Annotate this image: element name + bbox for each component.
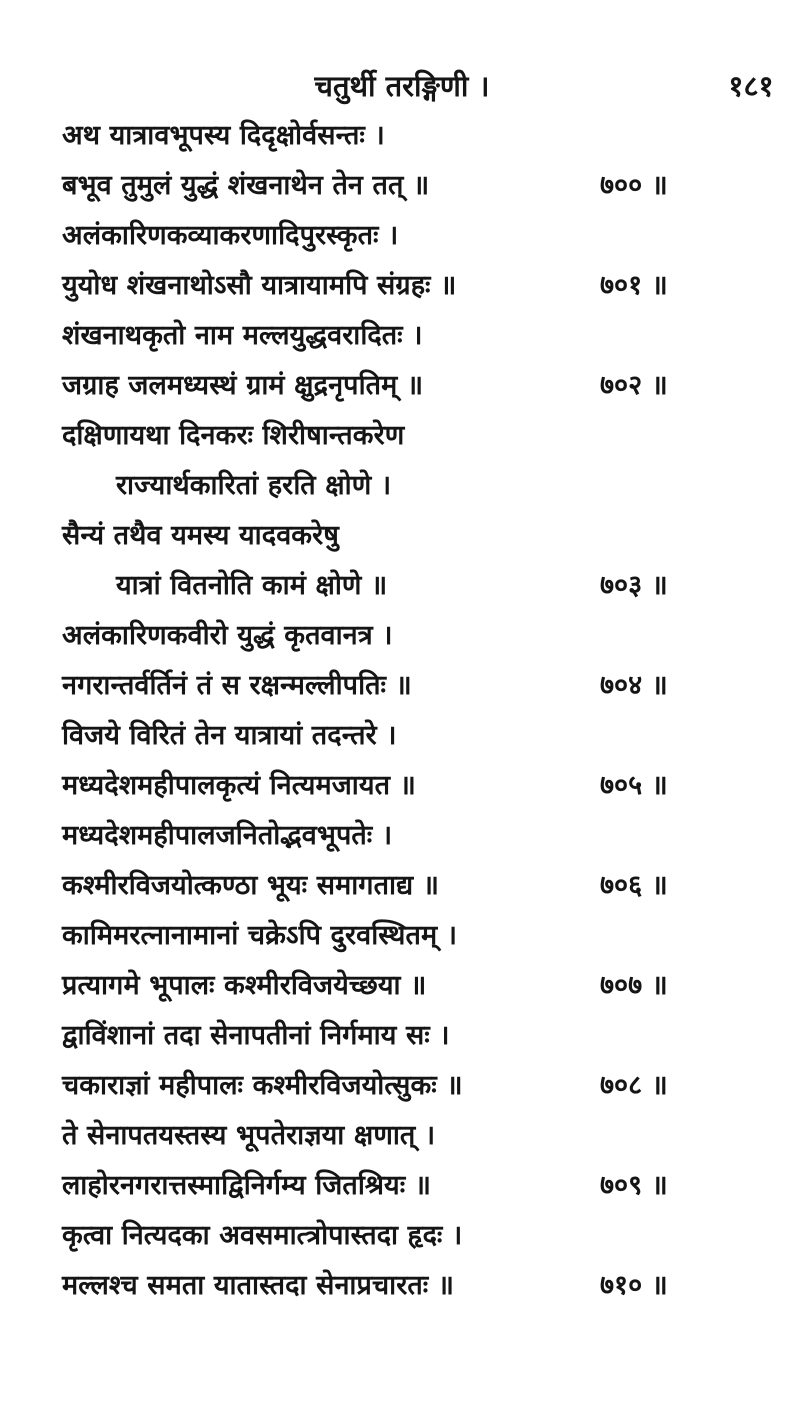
verse-line-15: मध्यदेशमहीपालजनितोद्भवभूपतेः । (62, 820, 393, 851)
verse-line-22: लाहोरनगरात्तस्माद्विनिर्गम्य जितश्रियः ॥ (62, 1170, 432, 1201)
verse-line-11: अलंकारिणकवीरो युद्धं कृतवानत्र । (62, 620, 393, 651)
verse-number-702: ७०२ ॥ (600, 370, 668, 401)
verse-line-8: राज्यार्थकारितां हरति क्षोणे । (116, 470, 392, 501)
verse-line-24: मल्लश्च समता यातास्तदा सेनाप्रचारतः ॥ (62, 1270, 455, 1301)
verse-line-12: नगरान्तर्वर्तिनं तं स रक्षन्मल्लीपतिः ॥ (62, 670, 412, 701)
verse-number-704: ७०४ ॥ (600, 670, 668, 701)
page-number: १८१ (728, 69, 774, 103)
verse-line-17: कामिमरत्नानामानां चक्रेऽपि दुरवस्थितम् । (62, 920, 458, 951)
verse-line-16: कश्मीरविजयोत्कण्ठा भूयः समागताद्य ॥ (62, 870, 439, 901)
verse-line-21: ते सेनापतयस्तस्य भूपतेराज्ञया क्षणात् । (62, 1120, 436, 1151)
verse-line-19: द्वाविंशानां तदा सेनापतीनां निर्गमाय सः । (62, 1020, 450, 1051)
verse-line-9: सैन्यं तथैव यमस्य यादवकरेषु (62, 520, 339, 551)
verse-line-7: दक्षिणायथा दिनकरः शिरीषान्तकरेण (62, 420, 405, 451)
verse-line-18: प्रत्यागमे भूपालः कश्मीरविजयेच्छया ॥ (62, 970, 427, 1001)
verse-number-708: ७०८ ॥ (600, 1070, 668, 1101)
verse-line-6: जग्राह जलमध्यस्थं ग्रामं क्षुद्रनृपतिम् ॥ (62, 370, 424, 401)
verse-line-23: कृत्वा नित्यदका अवसमात्त्रोपास्तदा हृदः । (62, 1220, 463, 1251)
verse-line-2: बभूव तुमुलं युद्धं शंखनाथेन तेन तत् ॥ (62, 170, 430, 201)
verse-number-709: ७०९ ॥ (600, 1170, 668, 1201)
verse-line-1: अथ यात्रावभूपस्य दिदृक्षोर्वसन्तः । (62, 120, 385, 151)
verse-line-20: चकाराज्ञां महीपालः कश्मीरविजयोत्सुकः ॥ (62, 1070, 463, 1101)
verse-line-5: शंखनाथकृतो नाम मल्लयुद्धवरादितः । (62, 320, 423, 351)
verse-number-705: ७०५ ॥ (600, 770, 668, 801)
verse-number-710: ७१० ॥ (600, 1270, 668, 1301)
verse-number-701: ७०१ ॥ (600, 270, 668, 301)
chapter-title: चतुर्थी तरङ्गिणी । (314, 69, 490, 103)
verse-line-10: यात्रां वितनोति कामं क्षोणे ॥ (116, 570, 388, 601)
verse-number-707: ७०७ ॥ (600, 970, 668, 1001)
verse-line-4: युयोध शंखनाथोऽसौ यात्रायामपि संग्रहः ॥ (62, 270, 457, 301)
verse-line-13: विजये विरितं तेन यात्रायां तदन्तरे । (62, 720, 397, 751)
verse-number-706: ७०६ ॥ (600, 870, 668, 901)
running-header (0, 66, 800, 106)
verse-line-3: अलंकारिणकव्याकरणादिपुरस्कृतः । (62, 220, 399, 251)
verse-number-700: ७०० ॥ (600, 170, 668, 201)
verse-number-703: ७०३ ॥ (600, 570, 668, 601)
verse-line-14: मध्यदेशमहीपालकृत्यं नित्यमजायत ॥ (62, 770, 416, 801)
